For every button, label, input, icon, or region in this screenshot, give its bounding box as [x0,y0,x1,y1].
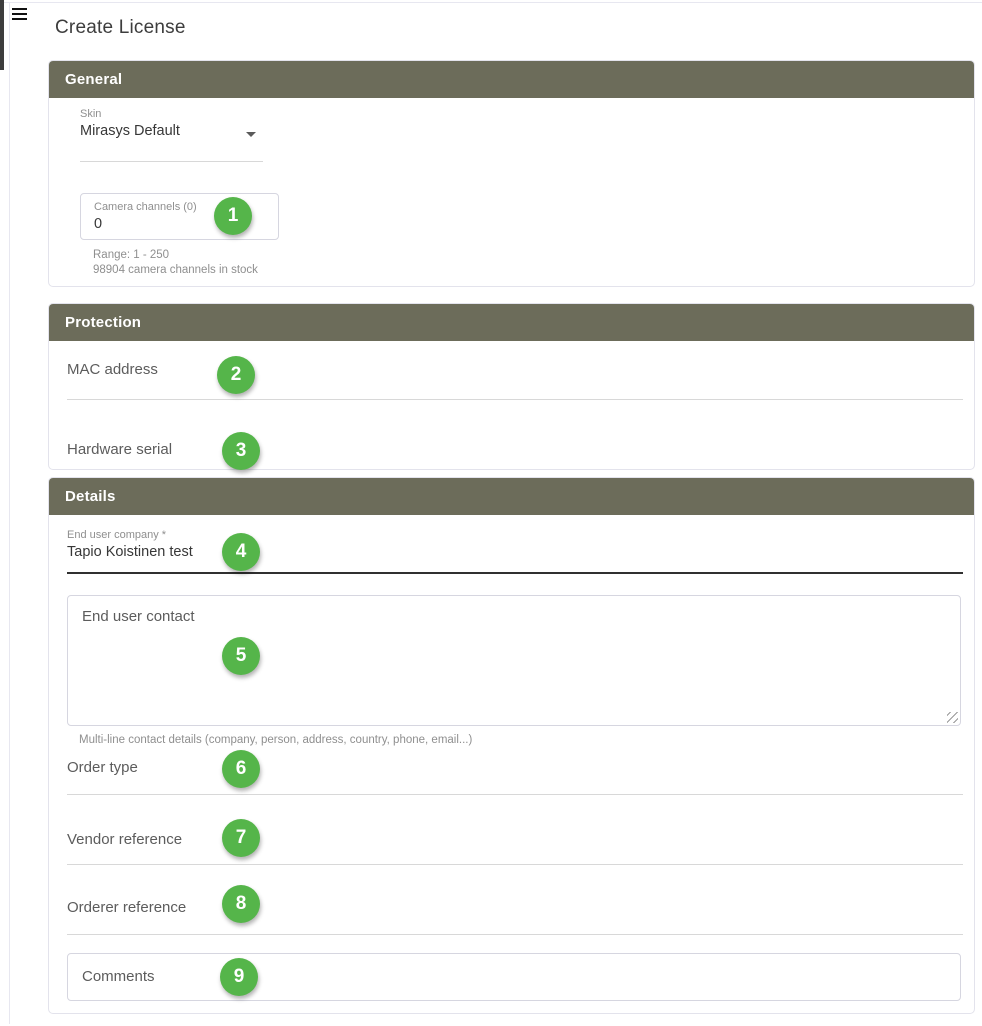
skin-select-underline [80,161,263,162]
menu-icon[interactable] [12,8,27,22]
annotation-badge-5: 5 [222,637,260,675]
camera-channels-value[interactable]: 0 [94,216,103,232]
annotation-badge-3: 3 [222,432,260,470]
content-frame-top-border [0,2,982,3]
order-type-underline [67,794,963,795]
section-protection [48,303,975,470]
page-title: Create License [55,17,186,38]
mac-address-underline [67,399,963,400]
hardware-serial-input[interactable]: Hardware serial [67,441,173,458]
annotation-badge-4: 4 [222,533,260,571]
skin-select[interactable]: Mirasys Default [80,123,180,139]
section-general [48,60,975,287]
orderer-reference-underline [67,934,963,935]
end-user-company-label: End user company * [67,529,167,541]
mac-address-input[interactable]: MAC address [67,361,158,378]
annotation-badge-2: 2 [217,356,255,394]
vendor-reference-input[interactable]: Vendor reference [67,831,183,848]
annotation-badge-1: 1 [214,197,252,235]
annotation-badge-8: 8 [222,885,260,923]
end-user-company-underline [67,572,963,574]
chevron-down-icon[interactable] [246,132,256,137]
section-protection-header: Protection [49,304,974,341]
vendor-reference-underline [67,864,963,865]
camera-channels-label: Camera channels (0) [94,201,197,213]
drawer-edge [0,0,4,70]
annotation-badge-7: 7 [222,819,260,857]
end-user-contact-textarea[interactable] [67,595,961,726]
section-details-header: Details [49,478,974,515]
section-details [48,477,975,1014]
section-general-header: General [49,61,974,98]
annotation-badge-6: 6 [222,750,260,788]
resize-grip-icon[interactable] [947,712,958,723]
camera-stock-hint: 98904 camera channels in stock [93,264,258,276]
end-user-company-input[interactable]: Tapio Koistinen test [67,544,193,560]
order-type-input[interactable]: Order type [67,759,138,776]
camera-channels-hints [93,248,258,278]
camera-range-hint: Range: 1 - 250 [93,249,170,261]
orderer-reference-input[interactable]: Orderer reference [67,899,187,916]
annotation-badge-9: 9 [220,958,258,996]
end-user-contact-hint: Multi-line contact details (company, person, address, country, phone, email...) [79,734,473,746]
content-frame-left-border [9,2,10,1024]
skin-label: Skin [80,108,102,120]
comments-textarea[interactable] [67,953,961,1001]
